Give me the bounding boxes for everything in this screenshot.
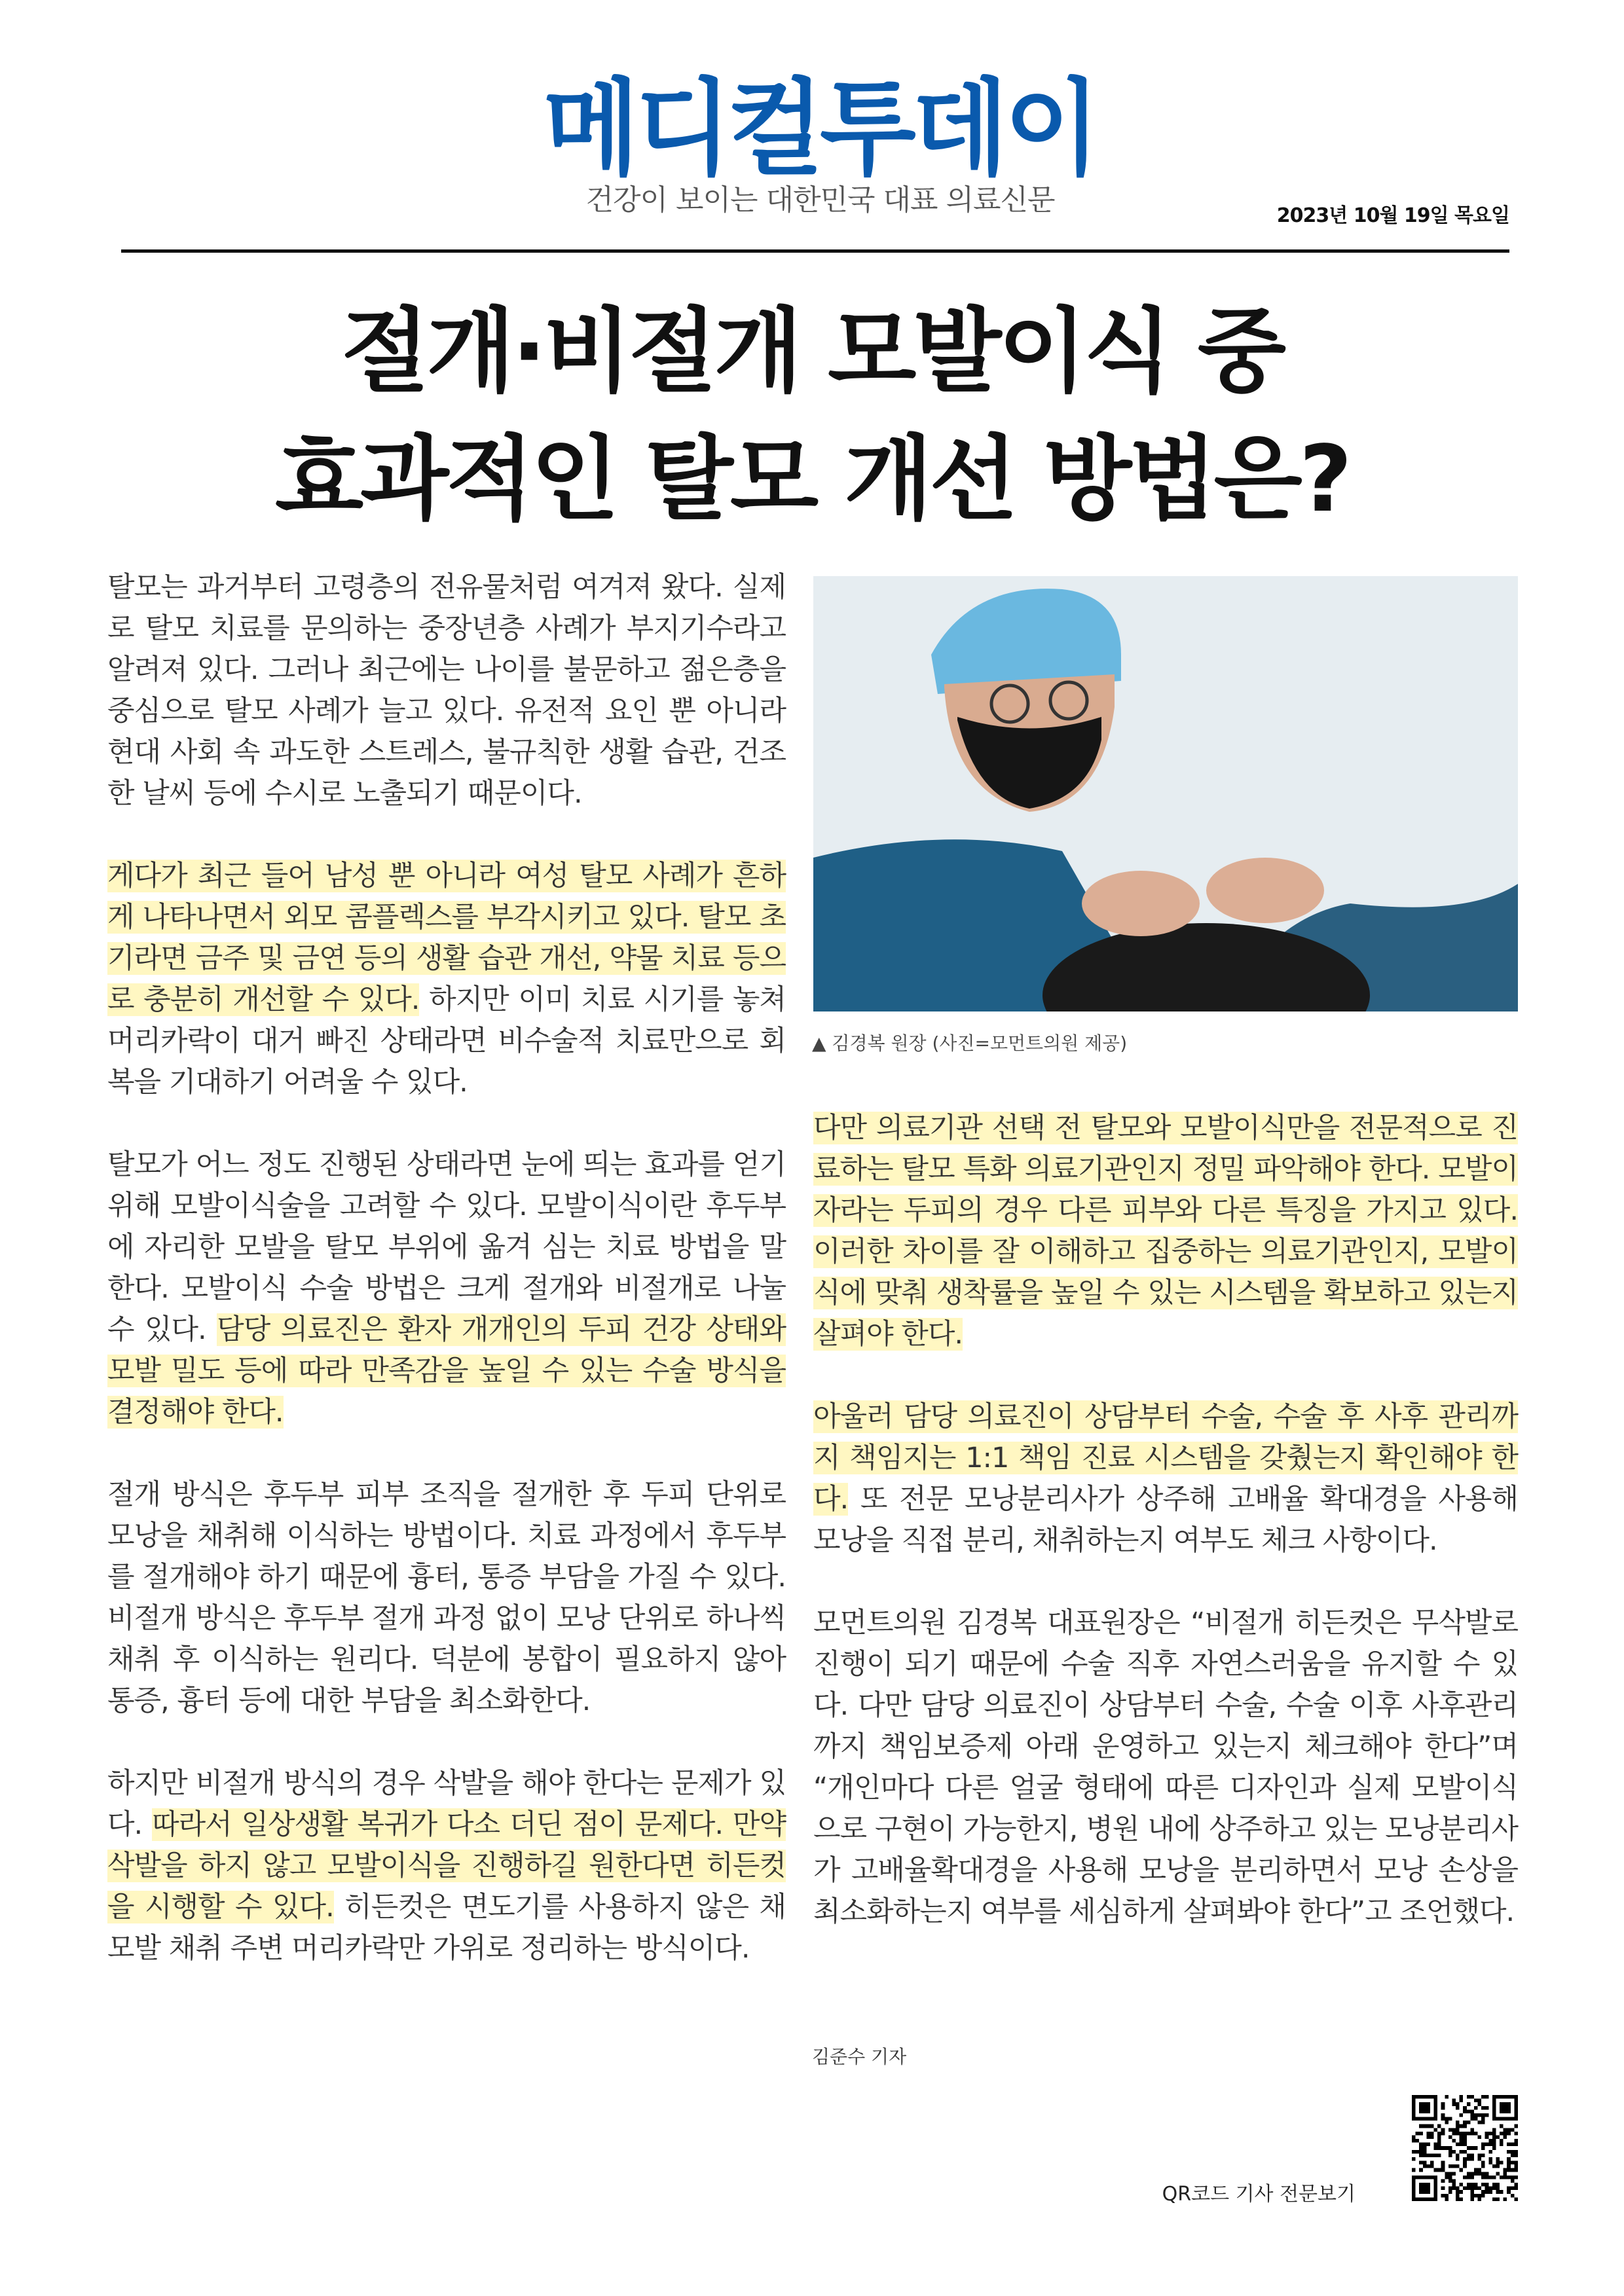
- masthead-tagline: 건강이 보이는 대한민국 대표 의료신문: [585, 183, 1055, 217]
- body-text: 하지만 이미 치료 시기를 놓쳐 머리카락이 대거 빠진 상태라면 비수술적 치료만으로 회복을 기대하기 어려울 수 있다.: [107, 983, 786, 1099]
- highlighted-text: 담당 의료진은 환자 개개인의 두피 건강 상태와 모발 밀도 등에 따라 만족감을 높일 수 있는 수술 방식을 결정해야 한다.: [107, 1313, 786, 1429]
- paragraph: [107, 567, 786, 814]
- body-text: 탈모가 어느 정도 진행된 상태라면 눈에 띄는 효과를 얻기 위해 모발이식술을 고려할 수 있다. 모발이식이란 후두부에 자리한 모발을 탈모 부위에 옮겨 심는 치료 방법을 말한다. 모발이식 수술 방법은 크게 절개와 비절개로 나눌 수 있다.: [107, 1148, 786, 1346]
- headline-line-1: 절개·비절개 모발이식 중: [341, 299, 1283, 405]
- headline-line-2: 효과적인 탈모 개선 방법은?: [274, 426, 1350, 533]
- article-right-column: [813, 1108, 1518, 1974]
- paragraph: [107, 1763, 786, 1969]
- body-text: 하지만 비절개 방식의 경우 삭발을 해야 한다는 문제가 있다.: [107, 1767, 786, 1841]
- body-text: 탈모는 과거부터 고령층의 전유물처럼 여겨져 왔다. 실제로 탈모 치료를 문의하는 중장년층 사례가 부지기수라고 알려져 있다. 그러나 최근에는 나이를 불문하고 젊은층을 중심으로 탈모 사례가 늘고 있다. 유전적 요인 뿐 아니라 현대 사회 속 과도한 스트레스, 불규칙한 생활 습관, 건조한 날씨 등에 수시로 노출되기 때문이다.: [107, 571, 786, 810]
- article-left-column: [107, 567, 786, 2011]
- paragraph: [107, 1144, 786, 1433]
- highlighted-text: 따라서 일상생활 복귀가 다소 더딘 점이 문제다. 만약 삭발을 하지 않고 모발이식을 진행하길 원한다면 히든컷을 시행할 수 있다.: [107, 1808, 786, 1923]
- masthead-divider: [121, 249, 1509, 253]
- paragraph: [107, 856, 786, 1103]
- qr-code[interactable]: [1412, 2095, 1518, 2201]
- doctor-photo-illustration: [813, 576, 1518, 1011]
- paragraph: [813, 1108, 1518, 1355]
- masthead-logo: 메디컬투데이: [543, 67, 1097, 190]
- article-headline: [98, 288, 1526, 543]
- byline: 김준수 기자: [812, 2046, 907, 2068]
- highlighted-text: 게다가 최근 들어 남성 뿐 아니라 여성 탈모 사례가 흔하게 나타나면서 외모 콤플렉스를 부각시키고 있다. 탈모 초기라면 금주 및 금연 등의 생활 습관 개선, 약물 치료 등으로 충분히 개선할 수 있다.: [107, 860, 786, 1016]
- body-text: 또 전문 모낭분리사가 상주해 고배율 확대경을 사용해 모낭을 직접 분리, 채취하는지 여부도 체크 사항이다.: [813, 1483, 1518, 1557]
- paragraph: [813, 1396, 1518, 1561]
- article-photo: [813, 576, 1518, 1011]
- issue-date: 2023년 10월 19일 목요일: [1276, 204, 1509, 227]
- paragraph: [107, 1474, 786, 1722]
- body-text: 모먼트의원 김경복 대표원장은 “비절개 히든컷은 무삭발로 진행이 되기 때문에 수술 직후 자연스러움을 유지할 수 있다. 다만 담당 의료진이 상담부터 수술, 수술 이후 사후관리까지 책임보증제 아래 운영하고 있는지 체크해야 한다”며 “개인마다 다른 얼굴 형태에 따른 디자인과 실제 모발이식으로 구현이 가능한지, 병원 내에 상주하고 있는 모낭분리사가 고배율확대경을 사용해 모낭을 분리하면서 모낭 손상을 최소화하는지 여부를 세심하게 살펴봐야 한다”고 조언했다.: [813, 1607, 1518, 1928]
- paragraph: [813, 1603, 1518, 1933]
- highlighted-text: 아울러 담당 의료진이 상담부터 수술, 수술 후 사후 관리까지 책임지는 1:1 책임 진료 시스템을 갖췄는지 확인해야 한다.: [813, 1400, 1518, 1516]
- highlighted-text: 다만 의료기관 선택 전 탈모와 모발이식만을 전문적으로 진료하는 탈모 특화 의료기관인지 정밀 파악해야 한다. 모발이 자라는 두피의 경우 다른 피부와 다른 특징을 가지고 있다. 이러한 차이를 잘 이해하고 집중하는 의료기관인지, 모발이식에 맞춰 생착률을 높일 수 있는 시스템을 확보하고 있는지 살펴야 한다.: [813, 1112, 1518, 1351]
- photo-caption: ▲ 김경복 원장 (사진=모먼트의원 제공): [812, 1032, 1128, 1054]
- body-text: 히든컷은 면도기를 사용하지 않은 채 모발 채취 주변 머리카락만 가위로 정리하는 방식이다.: [107, 1891, 786, 1965]
- qr-label: QR코드 기사 전문보기: [1162, 2183, 1356, 2206]
- body-text: 절개 방식은 후두부 피부 조직을 절개한 후 두피 단위로 모낭을 채취해 이식하는 방법이다. 치료 과정에서 후두부를 절개해야 하기 때문에 흉터, 통증 부담을 가질 수 있다. 비절개 방식은 후두부 절개 과정 없이 모낭 단위로 하나씩 채취 후 이식하는 원리다. 덕분에 봉합이 필요하지 않아 통증, 흉터 등에 대한 부담을 최소화한다.: [107, 1478, 786, 1717]
